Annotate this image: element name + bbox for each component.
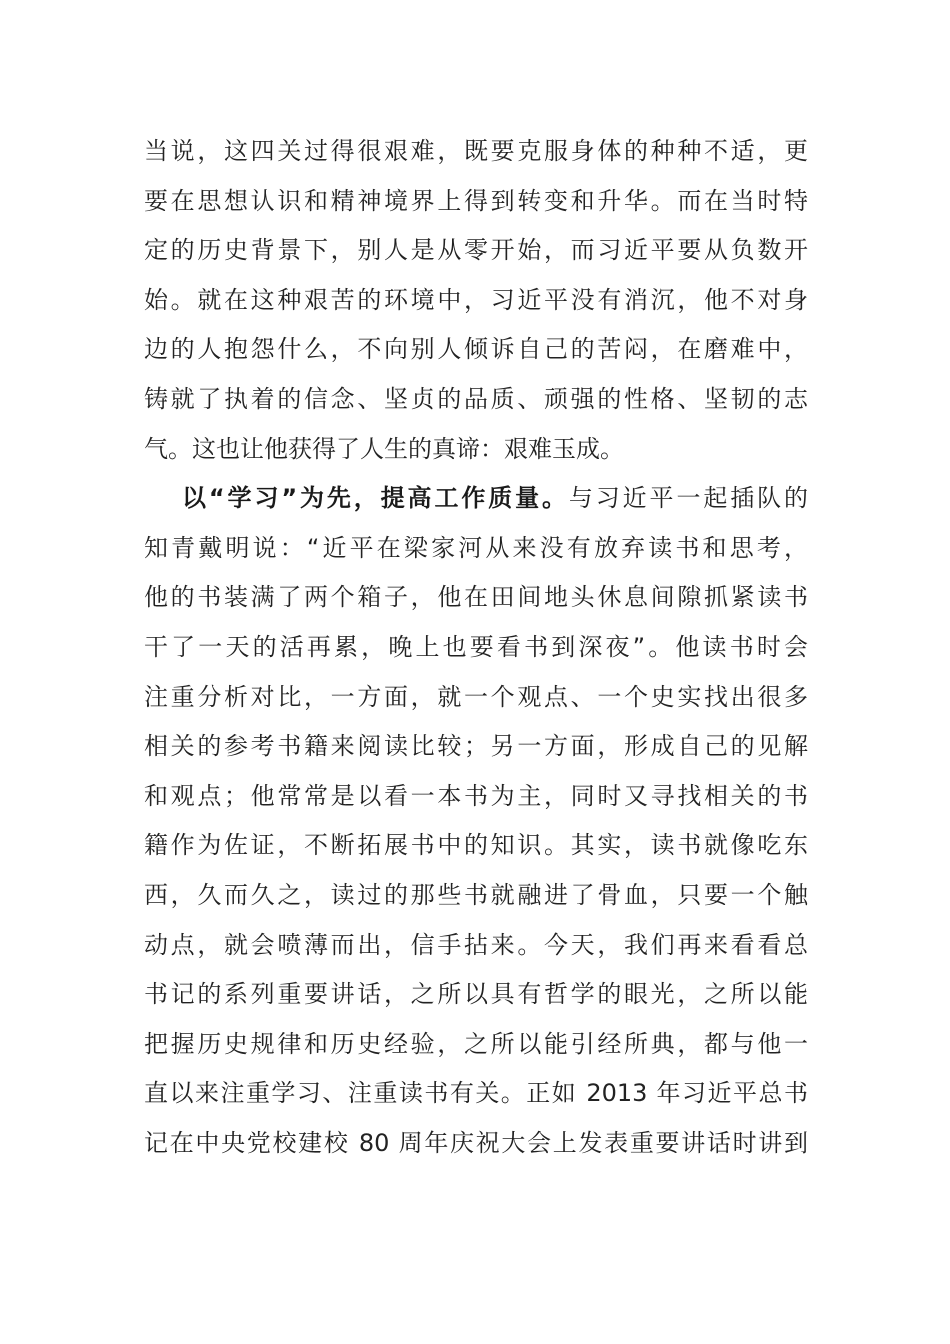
text-line: 定的历史背景下，别人是从零开始，而习近平要从负数开: [144, 236, 808, 265]
paragraph-2: [144, 474, 808, 1168]
text-line: 记在中央党校建校 80 周年庆祝大会上发表重要讲话时讲到: [144, 1128, 808, 1157]
paragraph-1: [144, 127, 808, 474]
text-line: 气。这也让他获得了人生的真谛：艰难玉成。: [144, 434, 624, 463]
text-line: 当说，这四关过得很艰难，既要克服身体的种种不适，更: [144, 137, 808, 165]
text-line: 他的书装满了两个箱子，他在田间地头休息间隙抓紧读书: [144, 583, 808, 612]
first-line-rest: 与习近平一起插队的: [568, 484, 809, 513]
text-line-first: [144, 474, 808, 524]
document-page: [144, 127, 808, 1168]
text-line: 干了一天的活再累，晚上也要看书到深夜”。他读书时会: [144, 632, 808, 661]
text-line: 直以来注重学习、注重读书有关。正如 2013 年习近平总书: [144, 1079, 808, 1108]
text-line: 把握历史规律和历史经验，之所以能引经所典，都与他一: [144, 1029, 808, 1058]
text-line: 和观点；他常常是以看一本书为主，同时又寻找相关的书: [144, 781, 808, 810]
text-line: 始。就在这种艰苦的环境中，习近平没有消沉，他不对身: [144, 285, 808, 314]
text-line: 籍作为佐证，不断拓展书中的知识。其实，读书就像吃东: [144, 831, 808, 860]
text-line: 相关的参考书籍来阅读比较；另一方面，形成自己的见解: [144, 732, 808, 761]
text-line: 注重分析对比，一方面，就一个观点、一个史实找出很多: [144, 682, 808, 711]
text-line: 动点，就会喷薄而出，信手拈来。今天，我们再来看看总: [144, 930, 808, 959]
text-line: 边的人抱怨什么，不向别人倾诉自己的苦闷，在磨难中，: [144, 335, 808, 364]
text-line: 铸就了执着的信念、坚贞的品质、顽强的性格、坚韧的志: [144, 384, 808, 413]
text-line: 要在思想认识和精神境界上得到转变和升华。而在当时特: [144, 186, 808, 215]
text-line: 西，久而久之，读过的那些书就融进了骨血，只要一个触: [144, 880, 808, 909]
text-line: 书记的系列重要讲话，之所以具有哲学的眼光，之所以能: [144, 980, 808, 1009]
paragraph-heading: 以“学习”为先，提高工作质量。: [182, 484, 569, 513]
text-line: 知青戴明说：“近平在梁家河从来没有放弃读书和思考，: [144, 533, 808, 562]
